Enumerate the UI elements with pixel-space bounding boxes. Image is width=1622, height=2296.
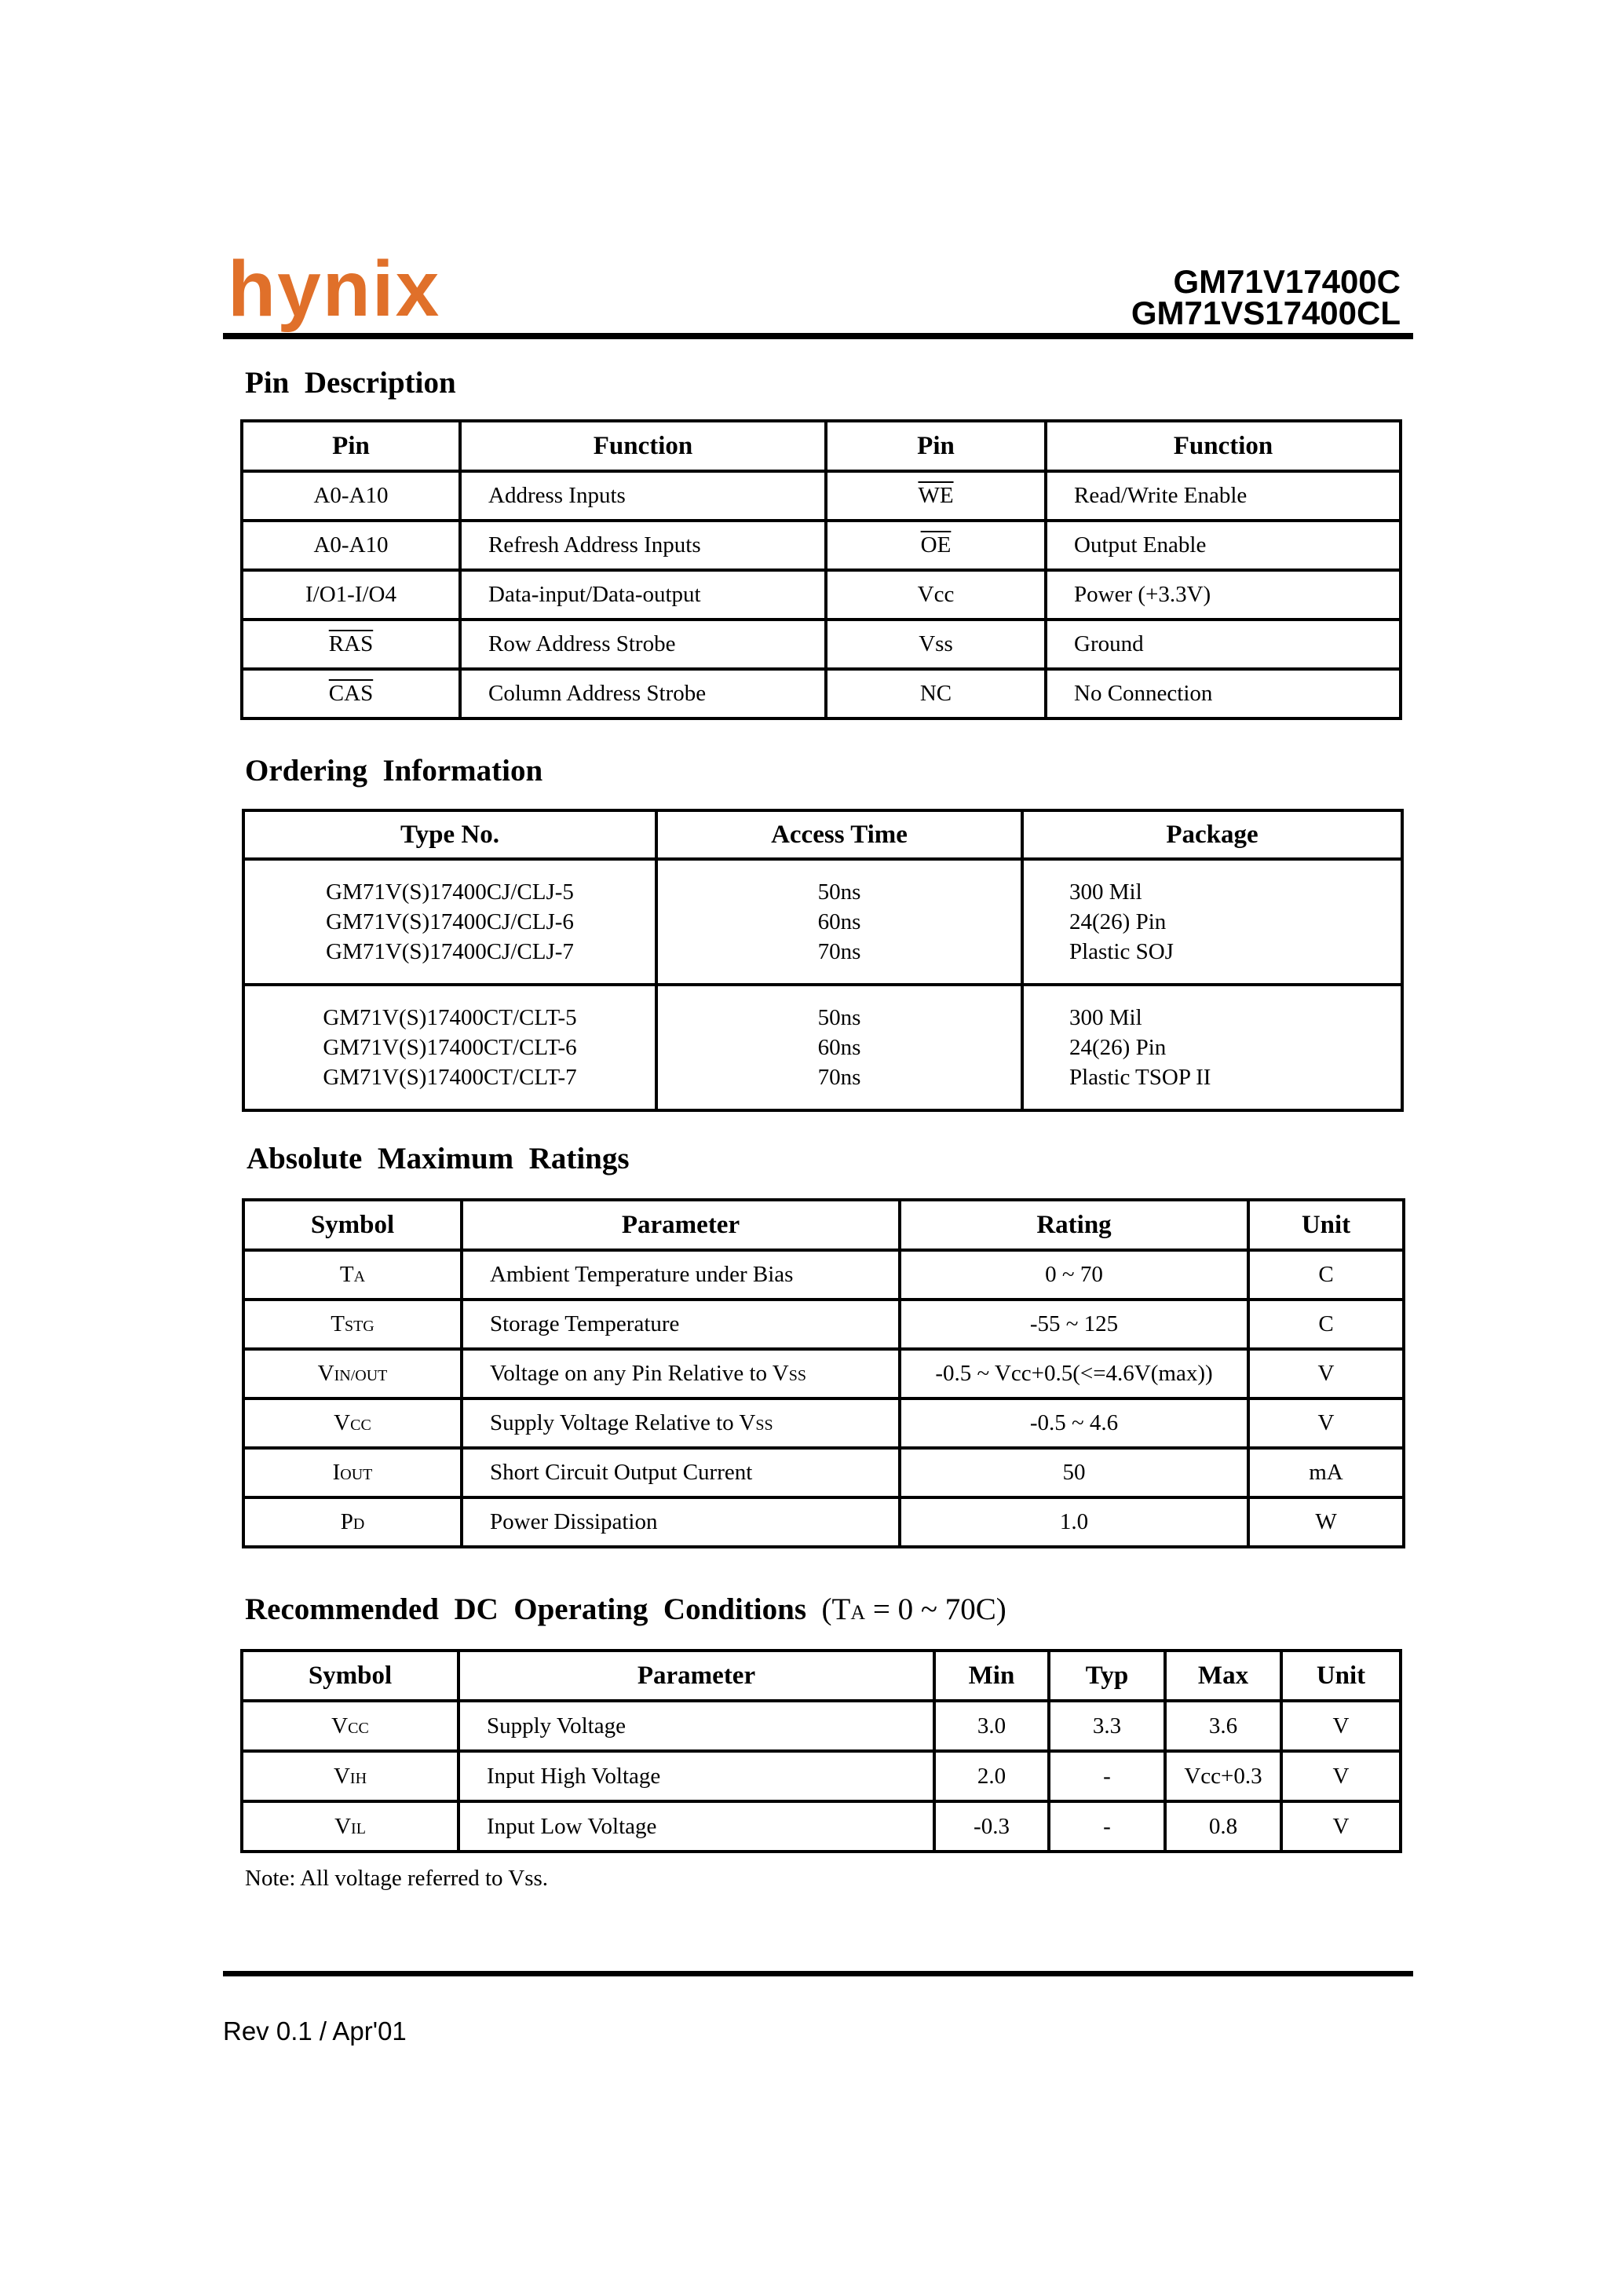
condition-prefix: (T <box>821 1592 851 1626</box>
parameter-header: Parameter <box>462 1200 900 1250</box>
function-header: Function <box>1046 421 1401 471</box>
part-number-secondary: GM71VS17400CL <box>1131 294 1401 331</box>
package-line: 300 Mil <box>1069 879 1142 905</box>
pin-cell: A0-A10 <box>242 471 460 521</box>
pin-ras: $\overline{RAS}$ <box>328 631 374 656</box>
pin-cell: A0-A10 <box>242 521 460 570</box>
parameter-cell: Short Circuit Output Current <box>462 1448 900 1497</box>
symbol-cell <box>242 1751 458 1801</box>
function-cell: Address Inputs <box>460 471 826 521</box>
type-no: GM71V(S)17400CJ/CLJ-5 <box>326 879 574 905</box>
hynix-logo: hynix <box>228 245 441 333</box>
type-header: Type No. <box>243 810 656 859</box>
min-header: Min <box>934 1651 1049 1701</box>
unit-cell: C <box>1248 1300 1404 1349</box>
access-time: 70ns <box>817 1065 861 1090</box>
access-time-header: Access Time <box>656 810 1022 859</box>
symbol-cell <box>243 1448 462 1497</box>
pin-cell: Vcc <box>826 570 1046 620</box>
access-time: 50ns <box>817 1005 861 1030</box>
pin-cell <box>826 521 1046 570</box>
type-no: GM71V(S)17400CT/CLT-7 <box>323 1065 577 1090</box>
typ-header: Typ <box>1049 1651 1165 1701</box>
unit-cell: W <box>1248 1497 1404 1547</box>
unit-header: Unit <box>1248 1200 1404 1250</box>
symbol: T <box>331 1311 345 1336</box>
parameter-subscript: SS <box>788 1367 806 1384</box>
function-cell: Refresh Address Inputs <box>460 521 826 570</box>
unit-cell: V <box>1248 1398 1404 1448</box>
symbol-cell <box>242 1801 458 1852</box>
symbol-subscript: IL <box>351 1819 366 1837</box>
typ-cell: 3.3 <box>1049 1701 1165 1751</box>
ordering-title: Ordering Information <box>245 754 543 788</box>
min-cell: 3.0 <box>934 1701 1049 1751</box>
part-number-primary: GM71V17400C <box>1173 263 1401 300</box>
function-cell: Power (+3.3V) <box>1046 570 1401 620</box>
symbol: I <box>332 1460 341 1485</box>
condition-suffix: = 0 ~ 70C) <box>865 1592 1006 1626</box>
typ-cell: - <box>1049 1801 1165 1852</box>
symbol-header: Symbol <box>242 1651 458 1701</box>
function-cell: No Connection <box>1046 669 1401 718</box>
access-time: 70ns <box>817 939 861 964</box>
type-no: GM71V(S)17400CJ/CLJ-6 <box>326 909 574 934</box>
temperature-condition <box>822 1592 1006 1626</box>
package-line: 300 Mil <box>1069 1005 1142 1030</box>
pin-oe: $\overline{OE}$ <box>920 532 952 558</box>
symbol-cell <box>243 1250 462 1300</box>
parameter-text: Supply Voltage Relative to V <box>490 1410 756 1435</box>
symbol: V <box>334 1813 352 1839</box>
max-cell: 0.8 <box>1165 1801 1281 1852</box>
symbol: P <box>340 1509 353 1534</box>
min-cell: -0.3 <box>934 1801 1049 1852</box>
rating-cell: -0.5 ~ 4.6 <box>900 1398 1248 1448</box>
symbol: V <box>334 1410 351 1435</box>
unit-cell: C <box>1248 1250 1404 1300</box>
symbol-cell <box>243 1497 462 1547</box>
revision-label: Rev 0.1 / Apr'01 <box>223 2016 407 2046</box>
symbol-header: Symbol <box>243 1200 462 1250</box>
typ-cell: - <box>1049 1751 1165 1801</box>
function-cell: Output Enable <box>1046 521 1401 570</box>
dc-conditions-heading: Recommended DC Operating Conditions <box>245 1592 807 1626</box>
footer-rule <box>223 1971 1413 1976</box>
symbol-subscript: OUT <box>340 1466 373 1483</box>
package-line: 24(26) Pin <box>1069 1035 1167 1060</box>
symbol-subscript: A <box>353 1268 366 1285</box>
package-line: Plastic TSOP II <box>1069 1065 1211 1090</box>
symbol-cell <box>243 1398 462 1448</box>
symbol: T <box>339 1262 354 1287</box>
function-cell: Ground <box>1046 620 1401 669</box>
parameter-cell: Input High Voltage <box>458 1751 934 1801</box>
unit-cell: V <box>1281 1751 1401 1801</box>
pin-header: Pin <box>826 421 1046 471</box>
max-header: Max <box>1165 1651 1281 1701</box>
type-cell <box>243 985 656 1110</box>
dc-conditions-title <box>245 1594 1006 1625</box>
ordering-table <box>242 809 1404 1112</box>
access-time-cell <box>656 859 1022 985</box>
symbol-subscript: D <box>353 1515 365 1533</box>
package-cell <box>1022 985 1402 1110</box>
pin-cell <box>242 620 460 669</box>
dc-conditions-table <box>240 1649 1402 1853</box>
rating-cell: 50 <box>900 1448 1248 1497</box>
abs-max-table <box>242 1198 1405 1548</box>
access-time: 60ns <box>817 1035 861 1060</box>
symbol-cell <box>243 1300 462 1349</box>
type-no: GM71V(S)17400CT/CLT-5 <box>323 1005 577 1030</box>
access-time: 50ns <box>817 879 861 905</box>
pin-header: Pin <box>242 421 460 471</box>
symbol-cell <box>243 1349 462 1398</box>
parameter-text: Voltage on any Pin Relative to V <box>490 1361 789 1386</box>
parameter-header: Parameter <box>458 1651 934 1701</box>
parameter-cell: Supply Voltage <box>458 1701 934 1751</box>
symbol: V <box>331 1713 349 1738</box>
pin-cell: NC <box>826 669 1046 718</box>
package-line: 24(26) Pin <box>1069 909 1167 934</box>
max-cell: 3.6 <box>1165 1701 1281 1751</box>
rating-cell: -55 ~ 125 <box>900 1300 1248 1349</box>
symbol-subscript: CC <box>348 1719 369 1737</box>
rating-cell: 1.0 <box>900 1497 1248 1547</box>
unit-cell: V <box>1281 1701 1401 1751</box>
header-rule <box>223 333 1413 339</box>
type-cell <box>243 859 656 985</box>
function-cell: Column Address Strobe <box>460 669 826 718</box>
pin-cell <box>242 669 460 718</box>
parameter-cell: Storage Temperature <box>462 1300 900 1349</box>
function-cell: Read/Write Enable <box>1046 471 1401 521</box>
condition-subscript: A <box>850 1601 866 1624</box>
symbol-subscript: CC <box>350 1417 371 1434</box>
voltage-note: Note: All voltage referred to Vss. <box>245 1866 549 1891</box>
package-cell <box>1022 859 1402 985</box>
max-cell: Vcc+0.3 <box>1165 1751 1281 1801</box>
parameter-cell <box>462 1398 900 1448</box>
function-header: Function <box>460 421 826 471</box>
pin-description-title: Pin Description <box>245 366 456 400</box>
symbol: V <box>333 1763 350 1789</box>
symbol-subscript: IH <box>349 1769 367 1787</box>
pin-cell: I/O1-I/O4 <box>242 570 460 620</box>
function-cell: Row Address Strobe <box>460 620 826 669</box>
rating-cell: 0 ~ 70 <box>900 1250 1248 1300</box>
access-time: 60ns <box>817 909 861 934</box>
rating-header: Rating <box>900 1200 1248 1250</box>
unit-cell: mA <box>1248 1448 1404 1497</box>
function-cell: Data-input/Data-output <box>460 570 826 620</box>
symbol-subscript: STG <box>344 1318 374 1335</box>
package-header: Package <box>1022 810 1402 859</box>
pin-cell: Vss <box>826 620 1046 669</box>
type-no: GM71V(S)17400CT/CLT-6 <box>323 1035 577 1060</box>
pin-we: $\overline{WE}$ <box>918 483 954 508</box>
unit-header: Unit <box>1281 1651 1401 1701</box>
parameter-cell <box>462 1349 900 1398</box>
abs-max-title: Absolute Maximum Ratings <box>247 1142 630 1175</box>
type-no: GM71V(S)17400CJ/CLJ-7 <box>326 939 574 964</box>
symbol-subscript: IN/OUT <box>334 1367 388 1384</box>
parameter-subscript: SS <box>755 1417 773 1434</box>
symbol: V <box>317 1361 334 1386</box>
access-time-cell <box>656 985 1022 1110</box>
unit-cell: V <box>1281 1801 1401 1852</box>
pin-description-table <box>240 419 1402 720</box>
pin-cell <box>826 471 1046 521</box>
parameter-cell: Ambient Temperature under Bias <box>462 1250 900 1300</box>
parameter-cell: Power Dissipation <box>462 1497 900 1547</box>
unit-cell: V <box>1248 1349 1404 1398</box>
parameter-cell: Input Low Voltage <box>458 1801 934 1852</box>
rating-cell: -0.5 ~ Vcc+0.5(<=4.6V(max)) <box>900 1349 1248 1398</box>
package-line: Plastic SOJ <box>1069 939 1174 964</box>
pin-cas: $\overline{CAS}$ <box>328 681 374 706</box>
symbol-cell <box>242 1701 458 1751</box>
min-cell: 2.0 <box>934 1751 1049 1801</box>
